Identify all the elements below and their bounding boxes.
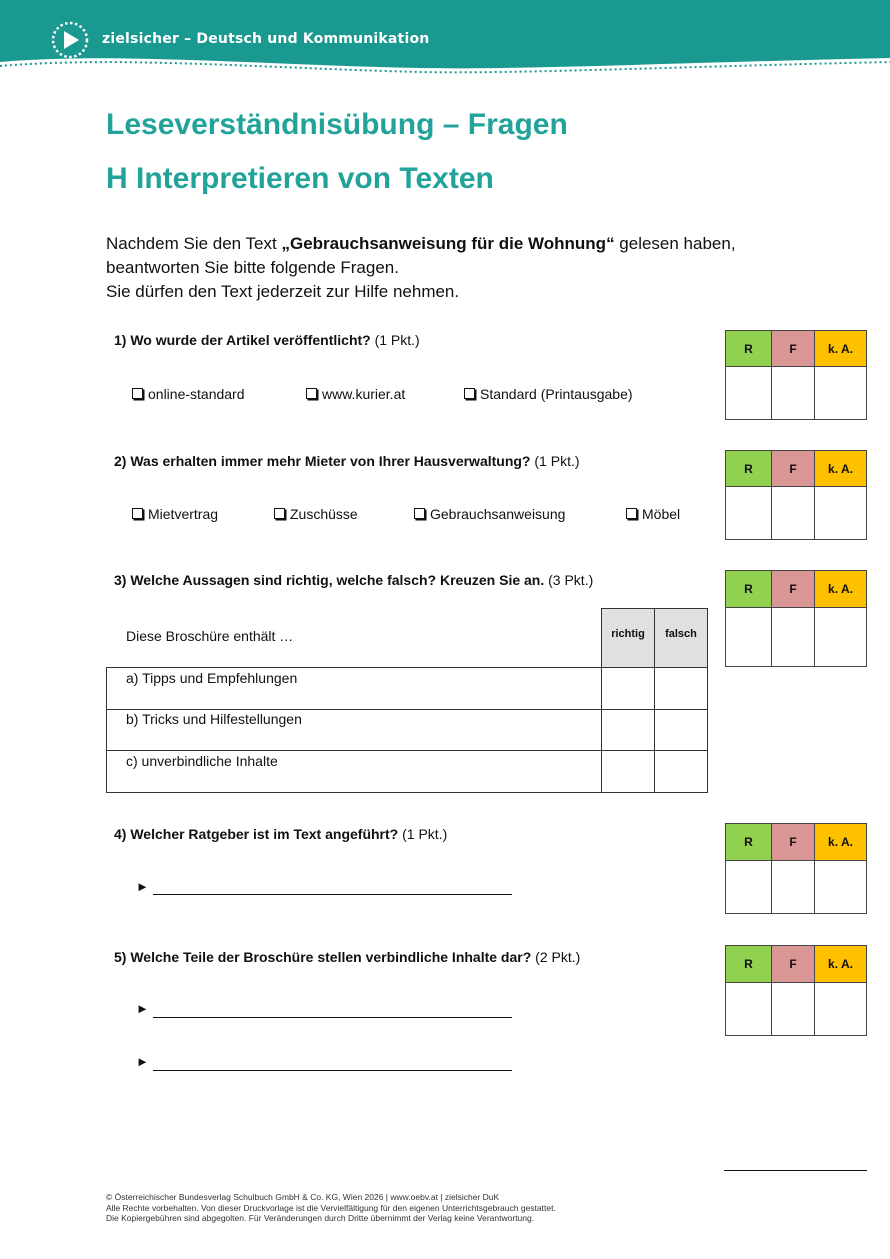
answer-line-q4[interactable] [153,880,512,895]
col-falsch-label: falsch [665,628,697,640]
footer [106,1192,556,1224]
col-falsch-header [654,608,708,668]
question-3 [114,572,593,588]
answer-cell-a-falsch[interactable] [655,668,707,708]
grade-ka-header: k. A. [815,331,867,367]
grading-box-q4 [725,823,867,914]
grade-f-cell[interactable] [772,367,815,420]
signature-line[interactable] [724,1170,867,1171]
grade-r-cell[interactable] [726,367,772,420]
intro-post: gelesen haben, [614,234,736,253]
q1-option-label: Standard (Printausgabe) [480,386,633,402]
grade-r-header: R [726,451,772,487]
grade-r-cell[interactable] [726,608,772,667]
play-icon [50,20,90,60]
question-4-text: 4) Welcher Ratgeber ist im Text angeführt? [114,826,399,842]
grading-box-q3 [725,570,867,667]
grading-box-q5 [725,945,867,1036]
q1-option-2[interactable] [306,386,405,402]
question-3-points: (3 Pkt.) [544,572,594,588]
checkbox-icon[interactable] [132,508,143,519]
grade-r-header: R [726,824,772,861]
q2-option-3[interactable] [414,506,565,522]
true-false-table [106,608,708,793]
checkbox-icon[interactable] [464,388,475,399]
grade-ka-cell[interactable] [815,983,867,1036]
q2-option-label: Gebrauchsanweisung [430,506,566,522]
col-richtig-header [601,608,655,668]
q1-option-label: www.kurier.at [322,386,406,402]
grade-f-header: F [772,824,815,861]
grade-f-cell[interactable] [772,608,815,667]
q1-option-label: online-standard [148,386,245,402]
grading-box-q2 [725,450,867,540]
table-heading: Diese Broschüre enthält … [126,628,294,644]
grade-r-header: R [726,946,772,983]
grade-r-cell[interactable] [726,861,772,914]
checkbox-icon[interactable] [414,508,425,519]
intro-line3: Sie dürfen den Text jederzeit zur Hilfe nehmen. [106,282,460,301]
question-1 [114,332,420,348]
arrow-icon: ► [136,1054,149,1069]
intro-pre: Nachdem Sie den Text [106,234,282,253]
grade-r-header: R [726,571,772,608]
table-row-b: b) Tricks und Hilfestellungen [126,711,302,727]
grade-ka-cell[interactable] [815,861,867,914]
grade-ka-cell[interactable] [815,367,867,420]
question-5-points: (2 Pkt.) [531,949,581,965]
arrow-icon: ► [136,1001,149,1016]
grade-ka-header: k. A. [815,571,867,608]
answer-cell-c-richtig[interactable] [602,751,654,792]
footer-line-2: Alle Rechte vorbehalten. Von dieser Druckvorlage ist die Vervielfältigung für den eigenen Unterrichtsgebrauch gestattet. [106,1202,556,1213]
q1-option-1[interactable] [132,386,245,402]
answer-line-q5-1[interactable] [153,1003,512,1018]
grade-r-cell[interactable] [726,983,772,1036]
brand-name: zielsicher – Deutsch und Kommunikation [102,31,430,47]
grade-f-header: F [772,946,815,983]
answer-cell-b-richtig[interactable] [602,710,654,750]
grade-f-header: F [772,571,815,608]
grade-f-cell[interactable] [772,861,815,914]
grade-ka-cell[interactable] [815,608,867,667]
grade-ka-header: k. A. [815,451,867,487]
checkbox-icon[interactable] [132,388,143,399]
grade-ka-cell[interactable] [815,487,867,540]
table-row-a: a) Tipps und Empfehlungen [126,670,298,686]
question-3-text: 3) Welche Aussagen sind richtig, welche falsch? Kreuzen Sie an. [114,572,545,588]
q2-option-1[interactable] [132,506,218,522]
answer-cell-b-falsch[interactable] [655,710,707,750]
q2-option-4[interactable] [626,506,680,522]
question-2-points: (1 Pkt.) [530,453,580,469]
q2-option-label: Möbel [642,506,681,522]
answer-line-q5-2[interactable] [153,1056,512,1071]
grade-r-header: R [726,331,772,367]
checkbox-icon[interactable] [306,388,317,399]
intro-text [106,232,806,304]
checkbox-icon[interactable] [274,508,285,519]
q2-option-label: Zuschüsse [290,506,358,522]
checkbox-icon[interactable] [626,508,637,519]
footer-line-1: © Österreichischer Bundesverlag Schulbuch GmbH & Co. KG, Wien 2026 | www.oebv.at | zielsicher DuK [106,1192,500,1202]
grade-f-header: F [772,331,815,367]
page-subtitle: H Interpretieren von Texten [106,162,494,195]
grade-ka-header: k. A. [815,946,867,983]
question-5-text: 5) Welche Teile der Broschüre stellen verbindliche Inhalte dar? [114,949,532,965]
question-1-points: (1 Pkt.) [370,332,420,348]
question-4-points: (1 Pkt.) [398,826,448,842]
grade-f-header: F [772,451,815,487]
grading-box-q1 [725,330,867,420]
q2-option-2[interactable] [274,506,358,522]
intro-text-title: „Gebrauchsanweisung für die Wohnung“ [281,234,615,253]
question-2-text: 2) Was erhalten immer mehr Mieter von Ihrer Hausverwaltung? [114,453,531,469]
question-2 [114,453,580,469]
arrow-icon: ► [136,879,149,894]
grade-f-cell[interactable] [772,487,815,540]
question-5 [114,949,580,965]
col-richtig-label: richtig [611,628,645,640]
grade-ka-header: k. A. [815,824,867,861]
question-1-text: 1) Wo wurde der Artikel veröffentlicht? [114,332,371,348]
grade-f-cell[interactable] [772,983,815,1036]
footer-line-3: Die Kopiergebühren sind abgegolten. Für Veränderungen durch Dritte übernimmt der Verlag keine Verantwortung. [106,1213,535,1223]
q1-option-3[interactable] [464,386,633,402]
grade-r-cell[interactable] [726,487,772,540]
question-4 [114,826,447,842]
intro-line2: beantworten Sie bitte folgende Fragen. [106,258,399,277]
table-row-c: c) unverbindliche Inhalte [126,753,278,769]
answer-cell-a-richtig[interactable] [602,668,654,708]
q2-option-label: Mietvertrag [148,506,219,522]
answer-cell-c-falsch[interactable] [655,751,707,792]
page-title: Leseverständnisübung – Fragen [106,108,568,141]
header-banner [0,0,890,78]
